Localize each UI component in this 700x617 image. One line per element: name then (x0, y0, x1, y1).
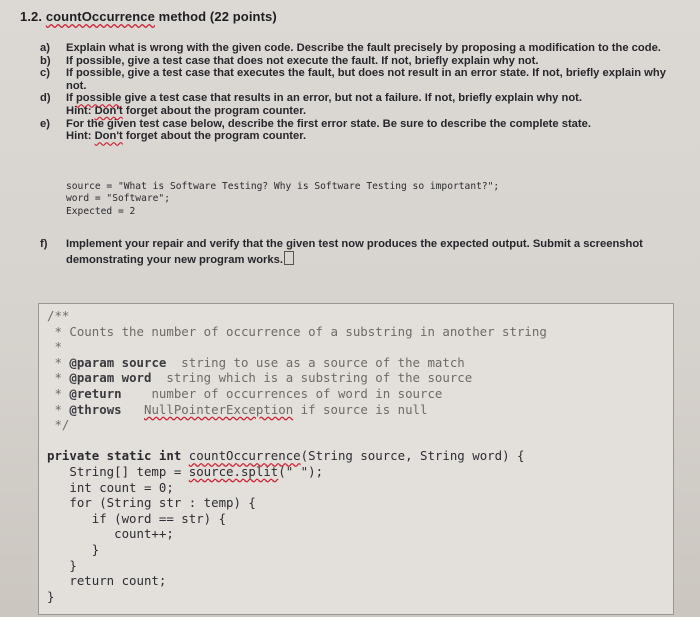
code-line: return count; (47, 573, 167, 589)
hint-text: forget about the program counter. (122, 104, 307, 117)
section-number: 1.2. (20, 9, 43, 24)
question-text: If possible, give a test case that executes the fault, but does not result in an error state. If not, briefly explain why not. (66, 67, 666, 92)
comment-description: * Counts the number of occurrence of a substring in another string (47, 323, 547, 339)
javadoc-throws: @throws (69, 401, 122, 417)
method-signature-keywords: private static int (47, 448, 189, 464)
hint-label: Hint: (66, 104, 95, 117)
question-list (38, 42, 668, 143)
question-d (38, 92, 668, 117)
code-line: } (47, 557, 77, 573)
heading-suffix: method (22 points) (154, 9, 277, 24)
javadoc-param-source: @param source (69, 354, 167, 370)
comment-blank: * (47, 339, 62, 355)
code-line: for (String str : temp) { (47, 495, 256, 511)
question-text: If possible, give a test case that does not execute the fault. If not, briefly explain why not. (66, 54, 539, 67)
code-line: count++; (47, 526, 174, 542)
spellcheck-word: Don't (94, 130, 123, 143)
comment-open: /** (47, 308, 70, 323)
question-c (38, 67, 668, 92)
test-case-example (66, 181, 499, 218)
question-text: give a test case that results in an error, but not a failure. If not, briefly explain why not. (121, 92, 582, 105)
code-split-call: source.split (188, 463, 279, 479)
example-word-line: word = "Software"; (66, 193, 170, 205)
question-letter: c) (40, 67, 50, 80)
question-text: Explain what is wrong with the given code. Describe the fault precisely by proposing a modification to the code. (66, 42, 661, 54)
code-block (38, 303, 674, 615)
section-heading (20, 9, 277, 24)
code-line: int count = 0; (47, 479, 174, 495)
question-letter: a) (40, 42, 50, 54)
example-source-line: source = "What is Software Testing? Why is Software Testing so important?"; (66, 181, 500, 192)
question-e (38, 118, 668, 143)
question-text: Implement your repair and verify that the given test now produces the expected output. Submit a screenshot demonstrating your new program works. (66, 238, 643, 266)
example-expected-line: Expected = 2 (66, 205, 136, 217)
code-line: } (47, 588, 55, 604)
question-text: If (66, 92, 76, 105)
javadoc-text: string to use as a source of the match (166, 354, 465, 370)
code-line: if (word == str) { (47, 510, 227, 526)
hint-text: forget about the program counter. (122, 130, 307, 143)
javadoc-text: string which is a substring of the source (151, 370, 473, 386)
javadoc-return: @return (69, 385, 122, 401)
question-f (38, 238, 696, 267)
method-signature-name: countOccurrence (188, 448, 301, 464)
code-line: String[] temp = (47, 463, 189, 479)
question-letter: d) (40, 92, 51, 105)
code-line: } (47, 541, 100, 557)
method-name: countOccurrence (45, 9, 155, 24)
javadoc-text: if source is null (293, 401, 428, 417)
question-text: For the given test case below, describe the first error state. Be sure to describe the complete state. (66, 117, 591, 130)
question-b (38, 55, 668, 68)
spellcheck-word: Don't (94, 104, 123, 117)
code-line: (" "); (278, 463, 324, 479)
spellcheck-word: possible (75, 92, 122, 105)
question-a (38, 42, 668, 55)
text-cursor-icon (284, 251, 294, 265)
question-letter: b) (40, 54, 51, 67)
javadoc-text: number of occurrences of word in source (121, 385, 443, 401)
hint-label: Hint: (66, 130, 95, 143)
code-listing: /** * Counts the number of occurrence of a substring in another string * * @param source string to use as a source of the match * @param word string which is a substring of the source * @return number of occurrences of word in source * @throws NullPointerException if source is null */ private static int countOccurrence(String source, String word) { String[] temp = source.split(" "); int count = 0; for (String str : temp) { if (word == str) { count++; } } return count; } (47, 308, 547, 604)
comment-close: */ (47, 417, 70, 433)
exception-name: NullPointerException (144, 401, 294, 417)
javadoc-param-word: @param word (69, 370, 152, 386)
question-letter: e) (40, 117, 50, 130)
question-letter: f) (40, 238, 48, 250)
method-signature-params: (String source, String word) { (300, 448, 525, 464)
